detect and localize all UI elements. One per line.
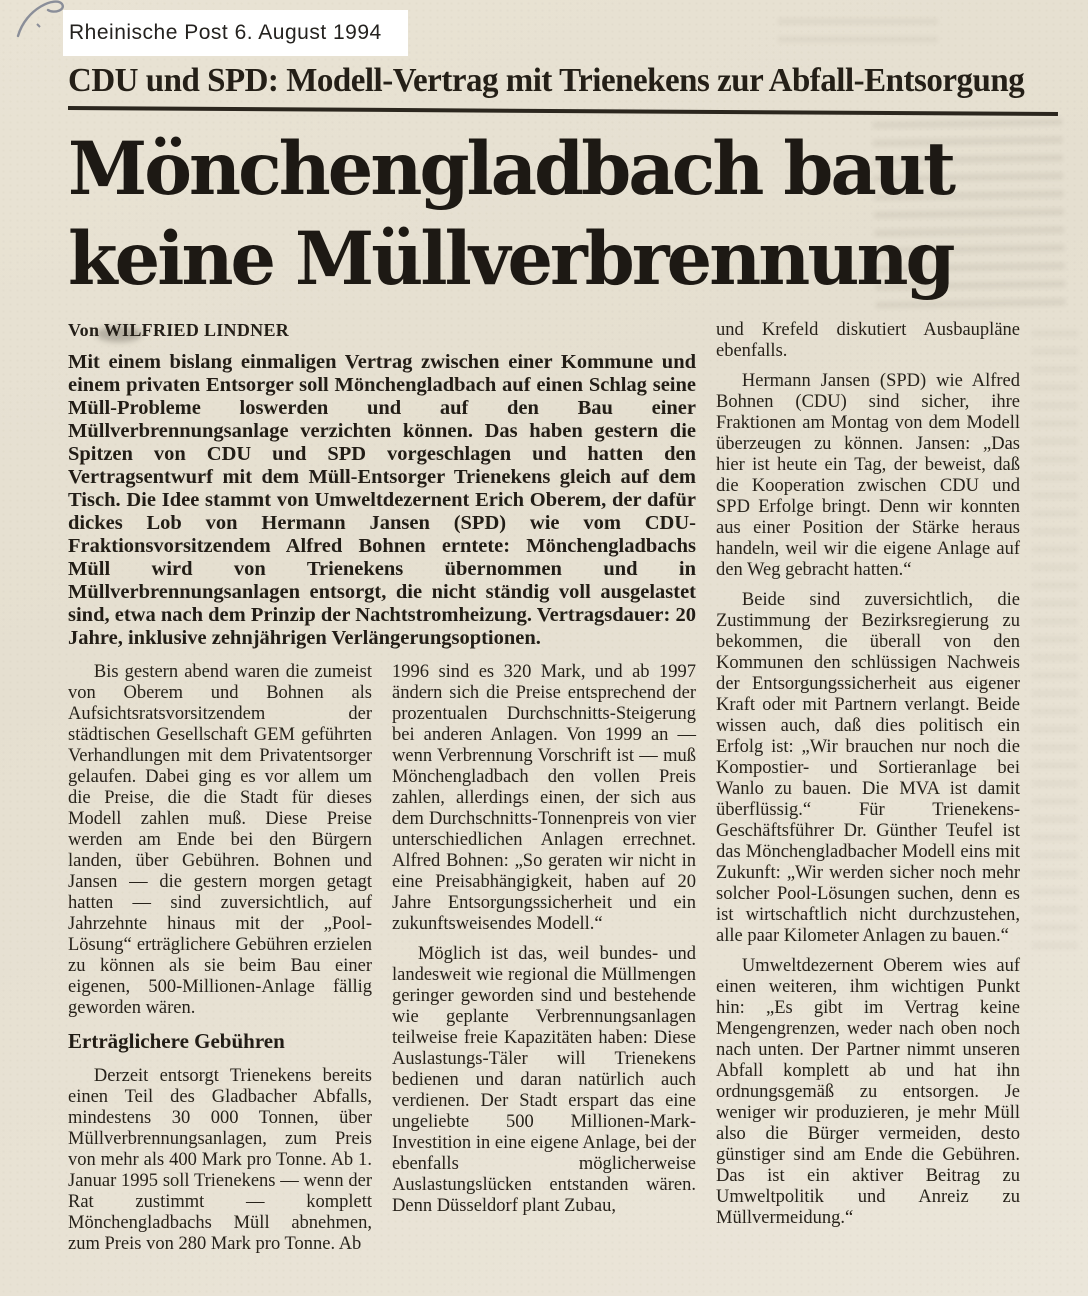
paragraph: und Krefeld diskutiert Ausbaupläne ebenfalls. [716, 320, 1020, 361]
main-headline [68, 124, 1001, 304]
paragraph: 1996 sind es 320 Mark, und ab 1997 ändern sich die Preise entsprechend der prozentualen Durchschnitts-Steigerung bei anderen Anlagen. Von 1999 an — wenn Verbrennung Vorschrift ist — muß Mönchengladbach den vollen Preis zahlen, allerdings einen, der sich aus dem Durchschnitts-Tonnenpreis von vier unterschiedlichen Anlagen errechnet. Alfred Bohnen: „So geraten wir nicht in eine Preisabhängigkeit, haben auf 20 Jahre Entsorgungssicherheit und ein zukunftsweisendes Modell.“ [392, 662, 696, 934]
paragraph: Möglich ist das, weil bundes- und landesweit wie regional die Müllmengen geringer geworden sind und bestehende wie geplante Verbrennungsanlagen teilweise freie Kapazitäten haben: Diese Auslastungs-Täler will Trienekens bedienen und daran natürlich auch verdienen. Der Stadt erspart das eine ungeliebte 500 Millionen-Mark-Investition in eine eigene Anlage, bei der ebenfalls möglicherweise Auslastungslücken entstanden wären. Denn Düsseldorf plant Zubau, [392, 944, 696, 1216]
byline: Von WILFRIED LINDNER [68, 320, 290, 340]
lead-paragraph: Mit einem bislang einmaligen Vertrag zwischen einer Kommune und einem privaten Entsorger soll Mönchengladbach auf einen Schlag seine Müll-Probleme loswerden und auf den Bau einer Müllverbrennungsanlage verzichten können. Das haben gestern die Spitzen von CDU und SPD vorgeschlagen und hatten den Vertragsentwurf mit dem Müll-Entsorger Trienekens gleich auf dem Tisch. Die Idee stammt von Umweltdezernent Erich Oberem, der dafür dickes Lob von Hermann Jansen (SPD) wie vom CDU-Fraktionsvorsitzendem Alfred Bohnen erntete: Mönchengladbachs Müll wird von Trienekens übernommen und in Müllverbrennungsanlagen entsorgt, die nicht ständig voll ausgelastet sind, etwa nach dem Prinzip der Nachtstromheizung. Vertragsdauer: 20 Jahre, inklusive zehnjährigen Verlängerungsoptionen. [68, 351, 696, 649]
column-2 [392, 662, 696, 1264]
paragraph: Bis gestern abend waren die zumeist von Oberem und Bohnen als Aufsichtsratsvorsitzendem der städtischen Gesellschaft GEM geführten Verhandlungen mit dem Privatentsorger gelaufen. Dabei ging es vor allem um die Preise, die die Stadt für dieses Modell zahlen muß. Diese Preise werden am Ende bei den Bürgern landen, über Gebühren. Bohnen und Jansen — die gestern morgen getagt hatten — sind zuversichtlich, auf Jahrzehnte hinaus mit der „Pool-Lösung“ erträglichere Gebühren erzielen zu können als sie beim Bau einer eigenen, 500-Millionen-Anlage fällig geworden wären. [68, 662, 372, 1018]
article [68, 62, 1025, 1264]
paragraph: Beide sind zuversichtlich, die Zustimmung der Bezirksregierung zu bekommen, die überall von den Kommunen den schlüssigen Nachweis der Entsorgungssicherheit aus eigener Kraft oder mit Partnern verlangt. Beide wissen auch, daß dies politisch ein Erfolg ist: „Wir brauchen nur noch die Kompostier- und Sortieranlage bei Wanlo zu bauen. Die MVA ist damit überflüssig.“ Für Trienekens-Geschäftsführer Dr. Günther Teufel ist das Mönchengladbacher Modell eins mit Zukunft: „Wir werden sicher noch mehr solcher Pool-Lösungen suchen, denn es ist wirtschaftlich nicht durchzustehen, alle paar Kilometer Anlagen zu bauen.“ [716, 590, 1020, 946]
main-headline-line2: keine Müllverbrennung [68, 216, 953, 302]
section-subhead: Erträglichere Gebühren [68, 1029, 285, 1053]
kicker-underline-rule [68, 106, 1058, 116]
column-3 [716, 320, 1020, 1264]
paragraph: Hermann Jansen (SPD) wie Alfred Bohnen (CDU) sind sicher, ihre Fraktionen am Montag von dem Modell überzeugen zu können. Jansen: „Das hier ist heute ein Tag, der beweist, daß die Kooperation zwischen CDU und SPD Erfolge bringt. Denn wir konnten aus einer Position der Stärke heraus handeln, weil wir die eigene Anlage auf den Weg gebracht hatten.“ [716, 371, 1020, 580]
body-columns [68, 662, 696, 1264]
main-headline-line1: Mönchengladbach baut [68, 126, 954, 212]
kicker-headline: CDU und SPD: Modell-Vertrag mit Trienekens zur Abfall-Entsorgung [68, 62, 1025, 99]
print-bleed-artifact [778, 18, 938, 52]
column-1 [68, 662, 372, 1264]
paragraph: Umweltdezernent Oberem wies auf einen weiteren, ihm wichtigen Punkt hin: „Es gibt im Vertrag keine Mengengrenzen, weder nach oben noch nach unten. Der Partner nimmt unseren Abfall komplett ab und hat ihn ordnungsgemäß zu entsorgen. Je weniger wir produzieren, je mehr Müll also die Bürger vermeiden, desto günstiger sind am Ende die Gebühren. Das ist ein aktiver Beitrag zu Umweltpolitik und Anreiz zu Müllvermeidung.“ [716, 956, 1020, 1228]
source-label-text: Rheinische Post 6. August 1994 [69, 21, 382, 44]
paragraph: Derzeit entsorgt Trienekens bereits einen Teil des Gladbacher Abfalls, mindestens 30 000 Tonnen, über Müllverbrennungsanlagen, zum Preis von mehr als 400 Mark pro Tonne. Ab 1. Januar 1995 soll Trienekens — wenn der Rat zustimmt — komplett Mönchengladbachs Müll abnehmen, zum Preis von 280 Mark pro Tonne. Ab [68, 1066, 372, 1254]
article-body [68, 320, 1020, 1264]
print-bleed-artifact [1032, 330, 1078, 950]
article-left-zone [68, 320, 696, 1264]
source-label [63, 10, 408, 56]
